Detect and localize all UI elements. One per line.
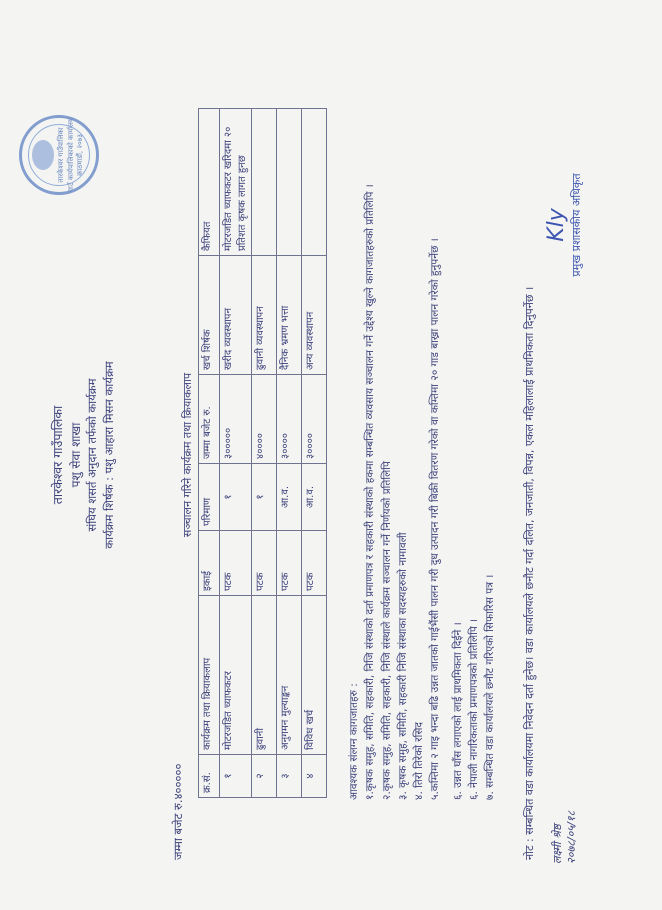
signatory-title: प्रमुख प्रशासकीय अधिकृत: [570, 173, 583, 277]
prepared-by-signature: [551, 811, 579, 864]
total-budget: जम्मा बजेट रु.४०००००: [171, 763, 185, 860]
cell-budget: ३०००००: [220, 375, 252, 464]
cell-budget: ४००००: [252, 375, 277, 464]
stamp-text-3: काठमाडौं, २०७३: [76, 134, 85, 176]
signatory-name: लक्ष्मी श्रेष्ठ: [551, 824, 564, 864]
stamp-text-1: तारकेश्वर गाउँपालिका: [57, 127, 66, 183]
cell-activity: मोटरजडित च्याफकटर: [220, 596, 252, 755]
header-program: कार्यक्रम शिर्षक : पशु आहारा मिसन कार्यक्रम: [101, 361, 116, 549]
cell-budget: ३००००: [277, 375, 302, 464]
col-quantity: परिमाण: [199, 464, 220, 531]
cell-sn: २: [252, 755, 277, 798]
cell-expense-head: खरीद व्यवस्थापन: [220, 256, 252, 375]
table-row: [220, 109, 252, 798]
col-expense-head: खर्च शिर्षक: [199, 256, 220, 375]
table-row: [302, 109, 327, 798]
table-header-row: [199, 109, 220, 798]
document-item: ५.कम्तिमा २ गाइ भन्दा बढि उन्नत जातको गाईभैंसी पालन गरी दुध उत्पादन गरी बिक्री वितरण गरेको वा कम्तिमा २० गाड बाख्रा पालन गरेको हुनुपर्नेछ ।: [429, 238, 442, 800]
header-grant: संघिय शसर्त अनुदान तर्फको कार्यक्रम: [85, 378, 100, 532]
col-activity: कार्यक्रम तथा क्रियाकलाप: [199, 596, 220, 755]
document-item: ७. सम्बन्धित वडा कार्यालयले छनौट गरिएको सिफारिस पत्र ।: [484, 574, 497, 800]
cell-unit: पटक: [277, 531, 302, 596]
document-item: २.कृषक समुह, समिति, सहकारी, निजि संस्थाले कार्यक्रम सञ्चालन गर्ने निर्णयको प्रतिलिपि: [380, 461, 393, 800]
documents-title: आवश्यक संलग्न कागजातहरु :: [348, 683, 360, 800]
cell-expense-head: दैनिक भ्रमण भत्ता: [277, 256, 302, 375]
note: नोट : सम्बन्धित वडा कार्यालयमा निवेदन दर्ता हुनेछ। वडा कार्यालयले छनौट गर्दा दलित, जनजाती, विपन्न, एकल महिलालाई प्राथमिकता दिनुपर्नेछ ।: [523, 286, 536, 860]
cell-expense-head: ढुवानी व्यवस्थापन: [252, 256, 277, 375]
cell-remarks: [252, 109, 277, 256]
table-row: [277, 109, 302, 798]
stamp-text-2: गाउँ कार्यपालिकाको कार्यालय: [66, 118, 75, 192]
document-item: ४. तिरो तिरेको रसिद: [413, 722, 426, 800]
activity-table: [198, 108, 327, 798]
document-item: ६. नेपाली नागरिकताको प्रमाणपत्रको प्रतिलिपि ।: [467, 618, 480, 800]
cell-sn: १: [220, 755, 252, 798]
approved-by-signature: [546, 150, 585, 300]
header-section: पशु सेवा शाखा: [68, 422, 83, 488]
cell-unit: पटक: [302, 531, 327, 596]
document-item: १.कृषक समुह, समिति, सहकारी, निजि संस्थाको दर्ता प्रमाणपत्र र सहकारी संस्थाको हकमा सम्बन्धित व्यवसाय सञ्चालन गर्ने उद्देश्य खुल्ने कागजातहरुको प्रतिलिपि ।: [364, 184, 377, 800]
cell-remarks: मोटरजडित च्याफकटर खरिदमा २० प्रतिशत कृषक लागत हुनछ: [220, 109, 252, 256]
cell-activity: अनुगमन मुल्याङ्कन: [277, 596, 302, 755]
cell-activity: विविध खर्च: [302, 596, 327, 755]
cell-sn: ४: [302, 755, 327, 798]
cell-unit: पटक: [220, 531, 252, 596]
col-unit: इकाई: [199, 531, 220, 596]
cell-unit: पटक: [252, 531, 277, 596]
cell-quantity: १: [252, 464, 277, 531]
cell-budget: ३००००: [302, 375, 327, 464]
cell-quantity: आ.व.: [302, 464, 327, 531]
required-documents: [346, 30, 498, 800]
scanned-document: [11, 10, 651, 900]
cell-quantity: १: [220, 464, 252, 531]
col-sn: क्र.सं.: [199, 755, 220, 798]
col-budget: जम्मा बजेट रु.: [199, 375, 220, 464]
signature-date: २०७८/०५/१८: [564, 810, 578, 864]
signature-mark: Kly: [544, 208, 569, 242]
header-municipality: तारकेश्वर गाउँपालिका: [50, 405, 65, 505]
cell-quantity: आ.व.: [277, 464, 302, 531]
cell-remarks: [277, 109, 302, 256]
table-row: [252, 109, 277, 798]
document-header: [49, 10, 118, 900]
cell-activity: ढुवानी: [252, 596, 277, 755]
cell-expense-head: अन्य व्यवस्थापन: [302, 256, 327, 375]
cell-remarks: [302, 109, 327, 256]
cell-sn: ३: [277, 755, 302, 798]
document-item: ३. कृषक समुह, समिति, सहकारी निजि संस्थाका सदस्यहरुको नामावली: [396, 532, 409, 800]
table-title: सञ्चालन गरिने कार्यक्रम तथा क्रियाकलाप: [181, 372, 194, 538]
col-remarks: कैफियत: [199, 109, 220, 256]
document-item: ६. उन्नत घाँस लगाएको लाई प्राथमिकता दिईने ।: [451, 622, 464, 800]
